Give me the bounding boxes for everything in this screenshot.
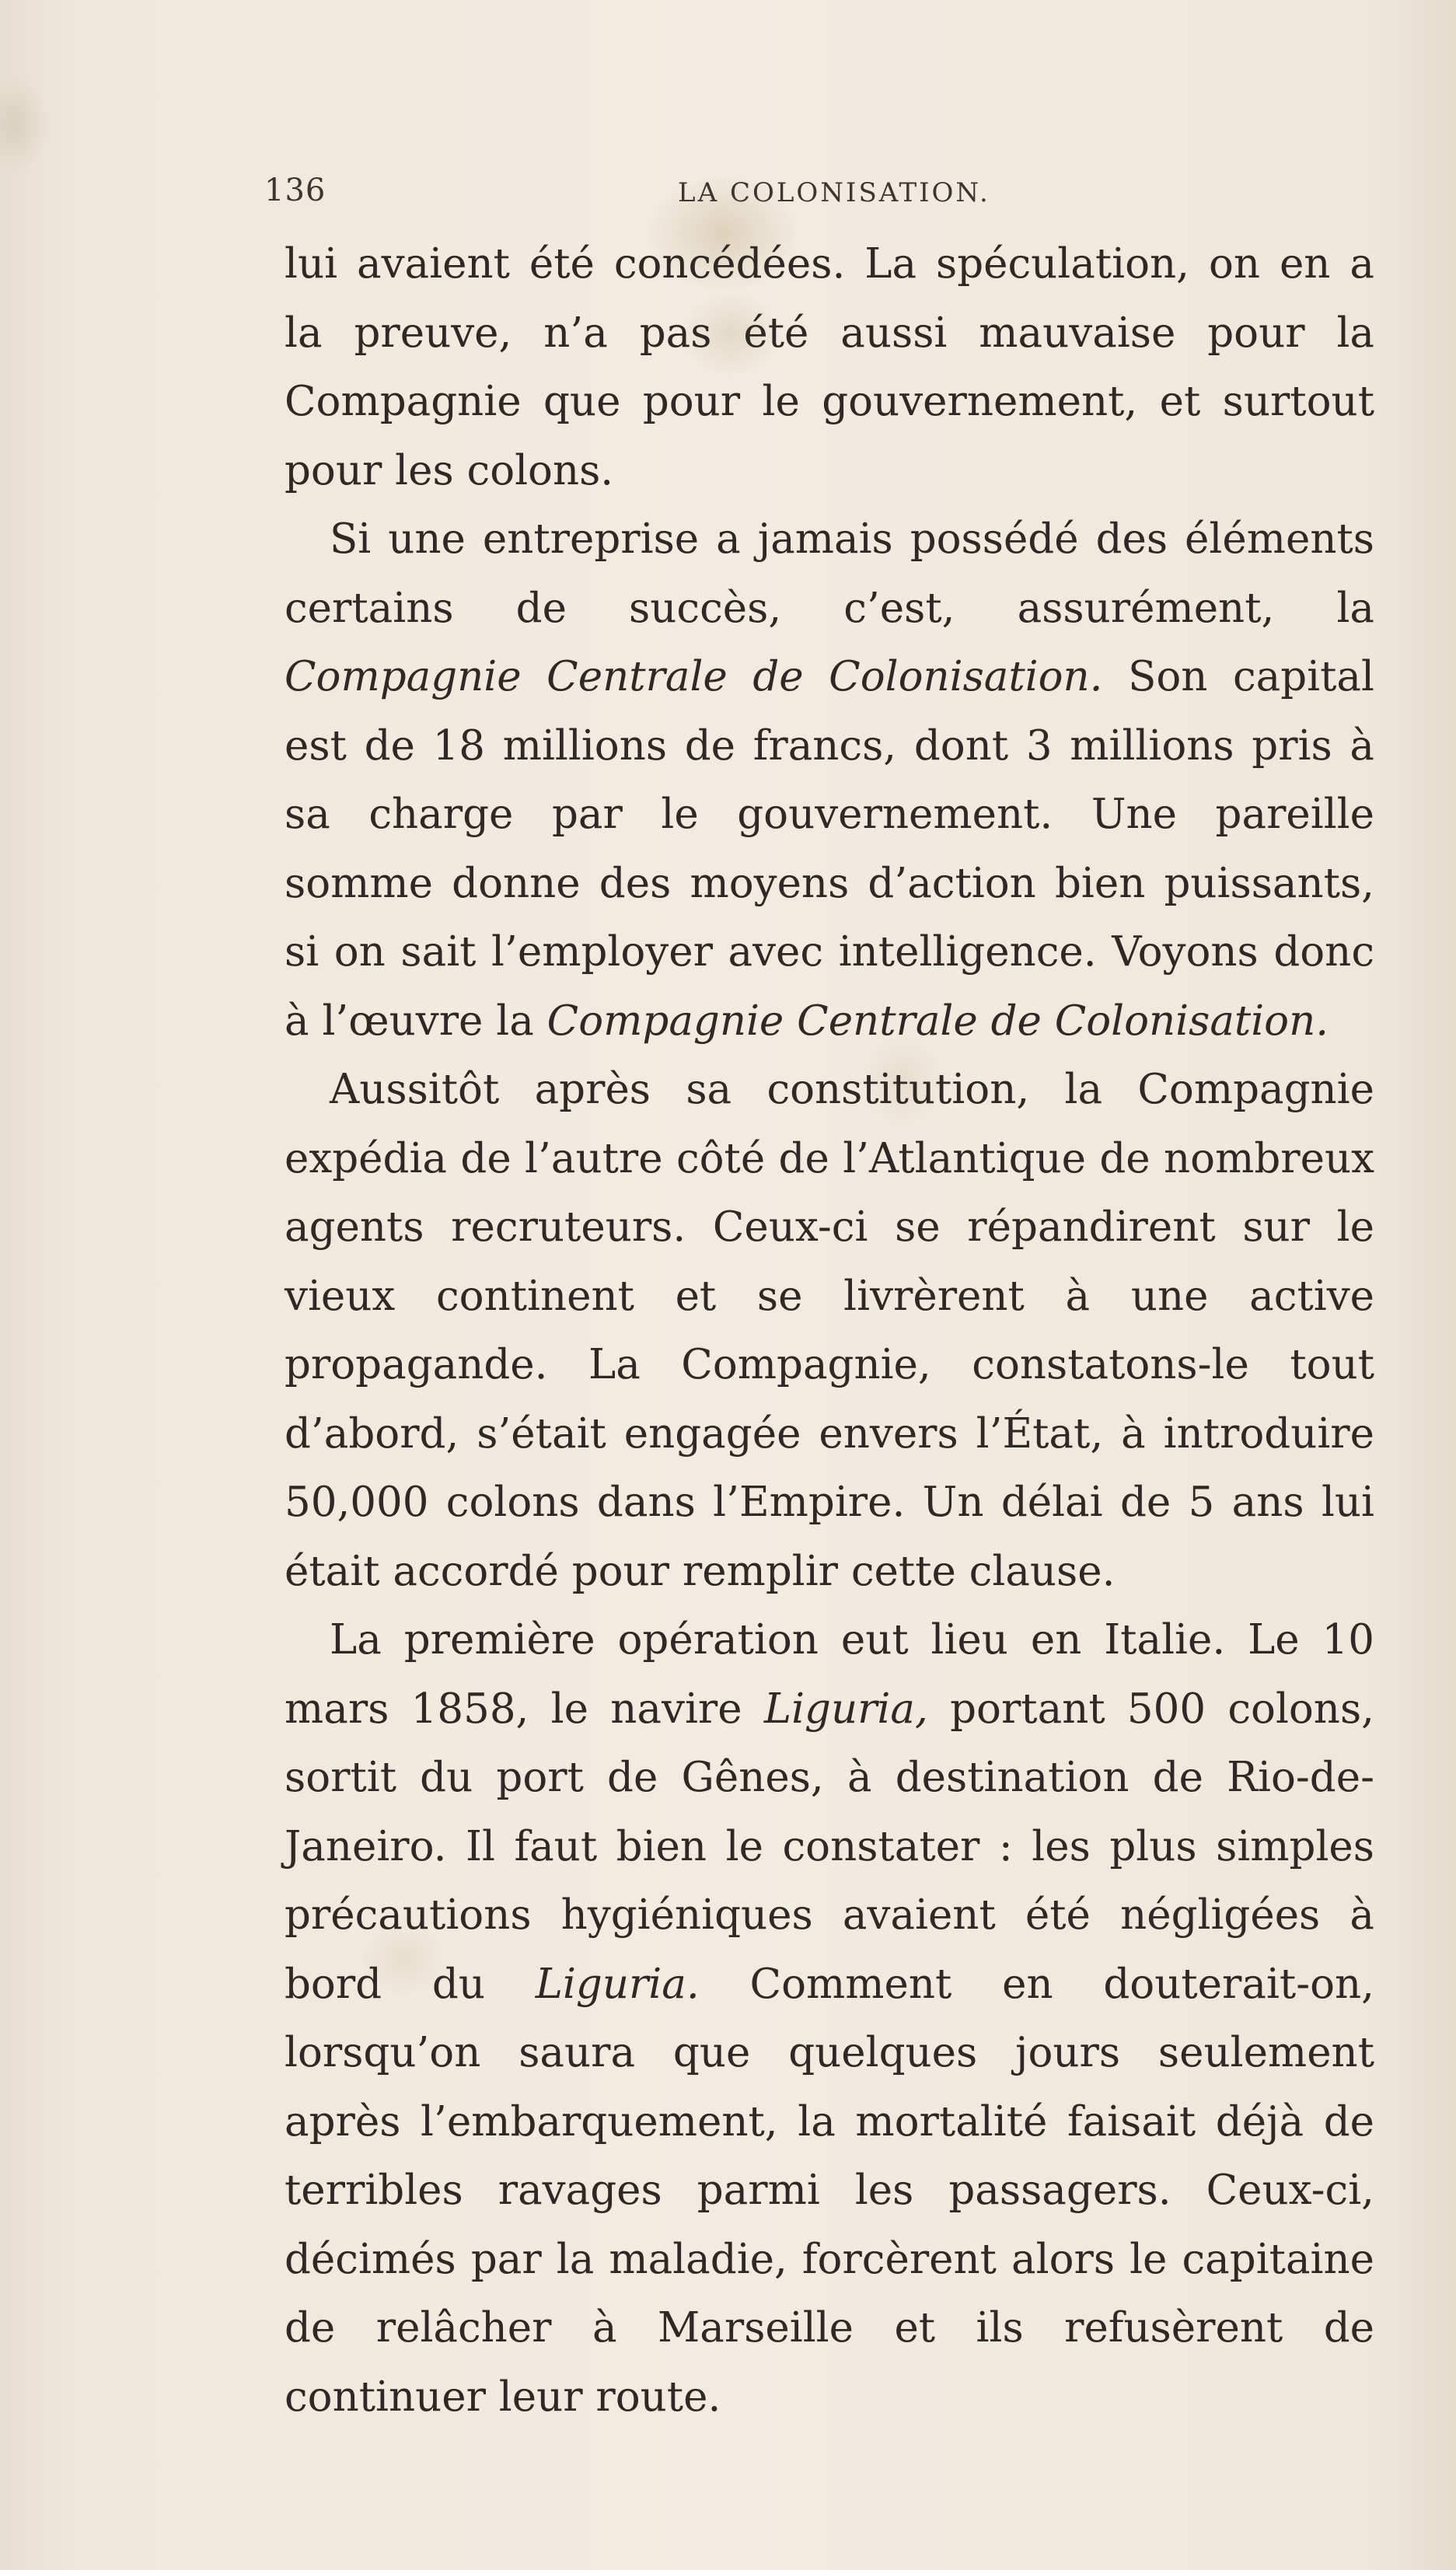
paragraph-continuation: [285, 230, 1374, 505]
italic-ship-name: Liguria.: [535, 1960, 700, 2008]
italic-ship-name: Liguria,: [763, 1685, 928, 1733]
page-header: [264, 173, 1042, 219]
paragraph-recruiters: [285, 1056, 1374, 1606]
body-text: [285, 230, 1374, 2432]
text-segment: lui avaient été concédées. La spéculation, on en a la preuve, n’a pas été aussi mauvaise pour la Compagnie que pour le gouvernement, et surtout pour les colons.: [285, 240, 1374, 494]
paragraph-liguria: [285, 1606, 1374, 2432]
text-segment: Son capital est de 18 millions de francs, dont 3 millions pris à sa charge par le gouvernement. Une pareille somme donne des moyens d’action bien puissants, si on sait l’employer avec intelligence. Voyons donc à l’œuvre la: [285, 653, 1374, 1045]
text-segment: Comment en douterait-on, lorsqu’on saura que quelques jours seulement après l’embarquement, la mortalité faisait déjà de terribles ravages parmi les passagers. Ceux-ci, décimés par la maladie, forcèrent alors le capitaine de relâcher à Marseille et ils refusèrent de continuer leur route.: [285, 1960, 1374, 2421]
running-title: LA COLONISATION.: [678, 177, 990, 208]
page-number: 136: [264, 173, 326, 208]
italic-company-name: Compagnie Centrale de Colonisation.: [546, 997, 1329, 1045]
paragraph-company-capital: [285, 505, 1374, 1056]
text-segment: Aussitôt après sa constitution, la Compagnie expédia de l’autre côté de l’Atlantique de nombreux agents recruteurs. Ceux-ci se répandirent sur le vieux continent et se livrèrent à une active propagande. La Compagnie, constatons-le tout d’abord, s’était engagée envers l’État, à introduire 50,000 colons dans l’Empire. Un délai de 5 ans lui était accordé pour remplir cette clause.: [285, 1066, 1374, 1595]
text-segment: La première opération eut lieu en Italie. Le 10 mars 1858, le navire: [285, 1616, 1374, 1733]
italic-company-name: Compagnie Centrale de Colonisation.: [285, 653, 1103, 700]
text-segment: portant 500 colons, sortit du port de Gênes, à destination de Rio-de-Janeiro. Il faut bien le constater : les plus simples précautions hygiéniques avaient été négligées à bord du: [285, 1685, 1374, 2008]
text-segment: Si une entreprise a jamais possédé des éléments certains de succès, c’est, assurément, la: [285, 515, 1374, 632]
